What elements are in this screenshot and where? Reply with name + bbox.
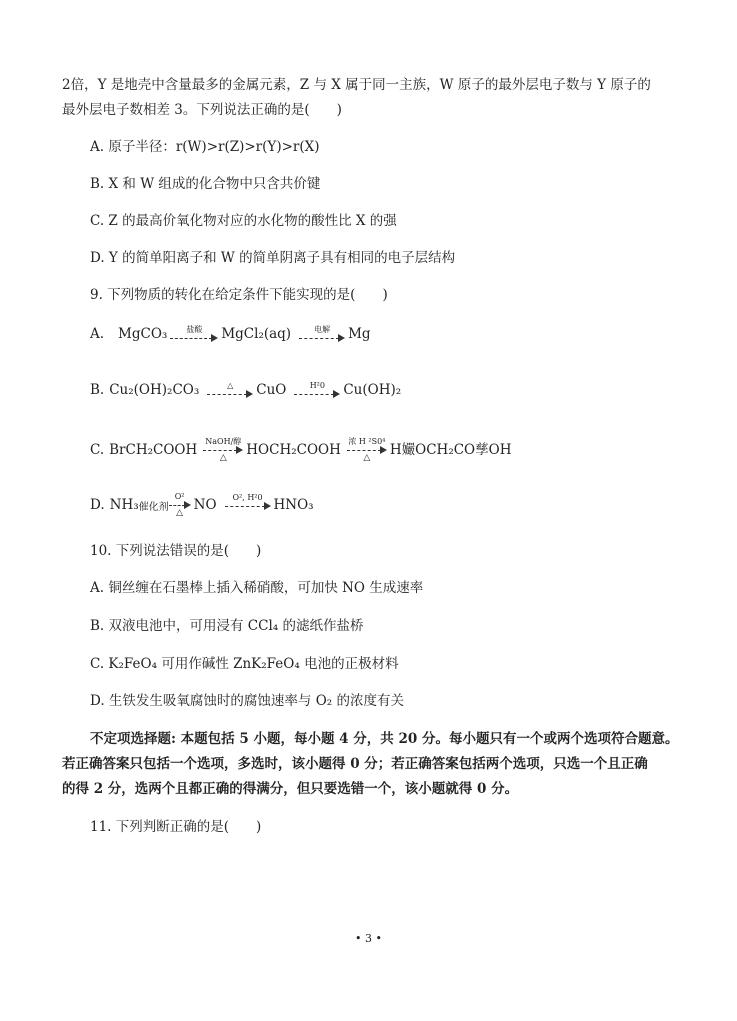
intro-line-2: 最外层电子数相差 3。下列说法正确的是( )	[62, 102, 342, 118]
arrow-condition: △	[227, 381, 234, 390]
section-instructions-line-2: 若正确答案只包括一个选项，多选时，该小题得 0 分；若正确答案包括两个选项，只选一个且正确	[62, 756, 648, 772]
option-label: C.	[90, 442, 105, 458]
arrow-condition-under: △	[176, 508, 184, 518]
reactant: BrCH₂COOH	[109, 442, 198, 458]
reaction-arrow	[169, 492, 191, 518]
reaction-arrow	[207, 381, 253, 398]
intermediate: MgCl₂(aq)	[221, 326, 292, 342]
q9-stem: 9. 下列物质的转化在给定条件下能实现的是( )	[90, 287, 388, 303]
section-instructions-line-3: 的得 2 分，选两个且都正确的得满分，但只要选错一个，该小题就得 0 分。	[62, 781, 519, 797]
section-instructions-line-1: 不定项选择题: 本题包括 5 小题，每小题 4 分，共 20 分。每小题只有一个或两个选项符合题意。	[90, 731, 679, 747]
q10-option-a: A. 铜丝缠在石墨棒上插入稀硝酸，可加快 NO 生成速率	[90, 580, 424, 596]
q10-option-c: C. K₂FeO₄ 可用作碱性 ZnK₂FeO₄ 电池的正极材料	[90, 656, 399, 672]
q9-option-c	[90, 437, 511, 463]
arrow-condition: H²0	[309, 381, 325, 390]
catalyst-label: 催化剂	[138, 502, 169, 513]
reactant: NH₃	[109, 497, 139, 513]
arrow-condition: O²	[174, 492, 185, 501]
q11-stem: 11. 下列判断正确的是( )	[90, 819, 262, 835]
option-label: B.	[90, 382, 105, 398]
reactant: Cu₂(OH)₂CO₃	[109, 382, 200, 398]
option-label: A.	[90, 326, 105, 342]
arrow-condition: 盐酸	[186, 325, 203, 334]
arrow-condition: NaOH/醇	[205, 437, 242, 446]
arrow-condition: 电解	[314, 325, 331, 334]
reactant: MgCO₃	[118, 326, 168, 342]
arrow-condition: 浓 H ²S0⁴	[348, 437, 386, 446]
intro-line-1: 2倍，Y 是地壳中含量最多的金属元素，Z 与 X 属于同一主族，W 原子的最外层电子数与 Y 原子的	[62, 77, 651, 93]
option-label: D.	[90, 497, 105, 513]
reaction-arrow	[225, 493, 271, 510]
q10-option-b: B. 双液电池中，可用浸有 CCl₄ 的滤纸作盐桥	[90, 618, 364, 634]
arrow-condition-under: △	[219, 453, 227, 463]
q10-option-d: D. 生铁发生吸氧腐蚀时的腐蚀速率与 O₂ 的浓度有关	[90, 693, 404, 709]
q10-stem: 10. 下列说法错误的是( )	[90, 543, 262, 559]
product: Mg	[348, 326, 371, 342]
q8-option-c: C. Z 的最高价氧化物对应的水化物的酸性比 X 的强	[90, 213, 397, 229]
product: H孍OCH₂CO孳OH	[389, 442, 512, 458]
reaction-arrow	[203, 437, 243, 463]
arrow-condition: O², H²0	[232, 492, 263, 502]
page-number: • 3 •	[355, 932, 382, 945]
intermediate: NO	[193, 497, 217, 513]
intermediate: HOCH₂COOH	[246, 442, 341, 458]
product: HNO₃	[273, 497, 314, 513]
q9-option-a	[90, 325, 371, 343]
product: Cu(OH)₂	[343, 382, 402, 398]
reaction-arrow	[299, 325, 345, 342]
q9-option-b	[90, 381, 401, 399]
reaction-arrow	[170, 325, 218, 342]
q9-option-d	[90, 492, 314, 518]
intermediate: CuO	[256, 382, 287, 398]
q8-option-d: D. Y 的简单阳离子和 W 的简单阴离子具有相同的电子层结构	[90, 250, 456, 266]
reaction-arrow	[294, 381, 340, 398]
q8-option-b: B. X 和 W 组成的化合物中只含共价键	[90, 176, 321, 192]
arrow-condition-under: △	[363, 453, 371, 463]
reaction-arrow	[347, 437, 387, 463]
q8-option-a: A. 原子半径：r(W)>r(Z)>r(Y)>r(X)	[90, 139, 320, 155]
